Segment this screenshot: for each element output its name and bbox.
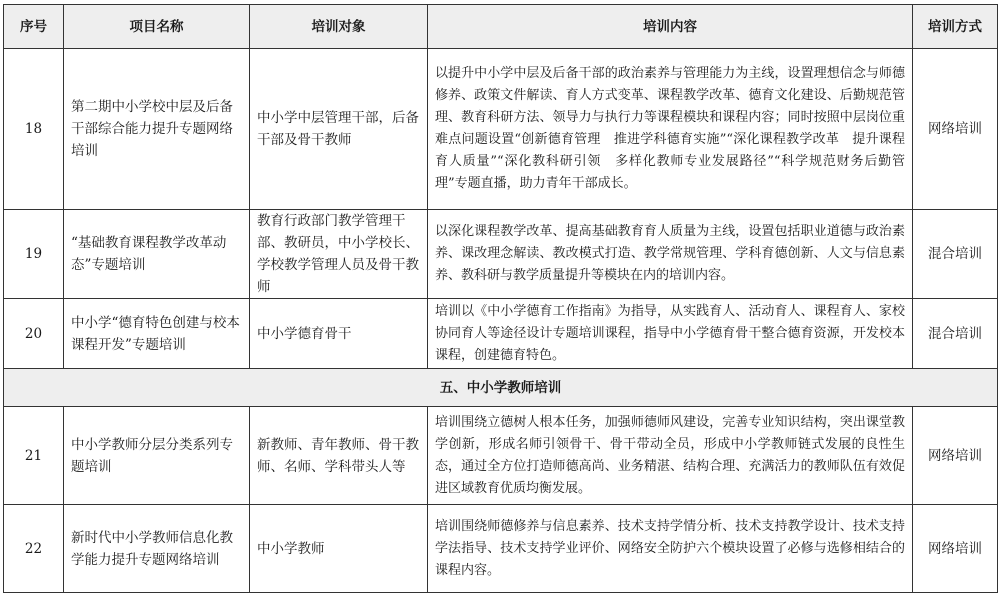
training-content: 以提升中小学中层及后备干部的政治素养与管理能力为主线，设置理想信念与师德修养、政策文件解读、育人方式变革、课程教学改革、德育文化建设、后勤规范管理、教育科研方法、领导力与执行力等课程模块和课程内容；同时按照中层岗位重难点问题设置“创新德育管理 推进学科德育实施”“深化课程教学改革 提升课程育人质量”“深化教科研引领 多样化教师专业发展路径”“科学规范财务后勤管理”专题直播，助力青年干部成长。 bbox=[428, 49, 913, 210]
section-row bbox=[4, 369, 998, 407]
table-row bbox=[4, 407, 998, 505]
training-target: 教育行政部门教学管理干部、教研员，中小学校长、学校教学管理人员及骨干教师 bbox=[250, 210, 428, 299]
header-no: 序号 bbox=[4, 5, 64, 49]
training-target: 中小学中层管理干部，后备干部及骨干教师 bbox=[250, 49, 428, 210]
training-mode: 网络培训 bbox=[913, 49, 998, 210]
header-row bbox=[4, 5, 998, 49]
section-title: 五、中小学教师培训 bbox=[4, 369, 998, 407]
row-number: 19 bbox=[4, 210, 64, 299]
table-row bbox=[4, 49, 998, 210]
row-number: 22 bbox=[4, 505, 64, 593]
training-mode: 网络培训 bbox=[913, 407, 998, 505]
table-row bbox=[4, 505, 998, 593]
training-target: 新教师、青年教师、骨干教师、名师、学科带头人等 bbox=[250, 407, 428, 505]
row-number: 21 bbox=[4, 407, 64, 505]
table-row bbox=[4, 210, 998, 299]
project-name: 第二期中小学校中层及后备干部综合能力提升专题网络培训 bbox=[64, 49, 250, 210]
training-content: 培训围绕师德修养与信息素养、技术支持学情分析、技术支持教学设计、技术支持学法指导、技术支持学业评价、网络安全防护六个模块设置了必修与选修相结合的课程内容。 bbox=[428, 505, 913, 593]
training-mode: 混合培训 bbox=[913, 299, 998, 369]
header-mode: 培训方式 bbox=[913, 5, 998, 49]
table-row bbox=[4, 299, 998, 369]
training-content: 以深化课程教学改革、提高基础教育育人质量为主线，设置包括职业道德与政治素养、课改理念解读、教改模式打造、教学常规管理、学科育德创新、人文与信息素养、教科研与教学质量提升等模块在内的培训内容。 bbox=[428, 210, 913, 299]
training-mode: 混合培训 bbox=[913, 210, 998, 299]
training-table bbox=[3, 4, 998, 593]
project-name: 中小学“德育特色创建与校本课程开发”专题培训 bbox=[64, 299, 250, 369]
row-number: 18 bbox=[4, 49, 64, 210]
project-name: 中小学教师分层分类系列专题培训 bbox=[64, 407, 250, 505]
project-name: 新时代中小学教师信息化教学能力提升专题网络培训 bbox=[64, 505, 250, 593]
header-name: 项目名称 bbox=[64, 5, 250, 49]
training-target: 中小学德育骨干 bbox=[250, 299, 428, 369]
row-number: 20 bbox=[4, 299, 64, 369]
project-name: “基础教育课程教学改革动态”专题培训 bbox=[64, 210, 250, 299]
training-content: 培训围绕立德树人根本任务，加强师德师风建设，完善专业知识结构，突出课堂教学创新，形成名师引领骨干、骨干带动全员，形成中小学教师链式发展的良性生态，通过全方位打造师德高尚、业务精湛、结构合理、充满活力的教师队伍有效促进区域教育优质均衡发展。 bbox=[428, 407, 913, 505]
training-content: 培训以《中小学德育工作指南》为指导，从实践育人、活动育人、课程育人、家校协同育人等途径设计专题培训课程，指导中小学德育骨干整合德育资源，开发校本课程，创建德育特色。 bbox=[428, 299, 913, 369]
training-mode: 网络培训 bbox=[913, 505, 998, 593]
training-target: 中小学教师 bbox=[250, 505, 428, 593]
header-content: 培训内容 bbox=[428, 5, 913, 49]
header-target: 培训对象 bbox=[250, 5, 428, 49]
